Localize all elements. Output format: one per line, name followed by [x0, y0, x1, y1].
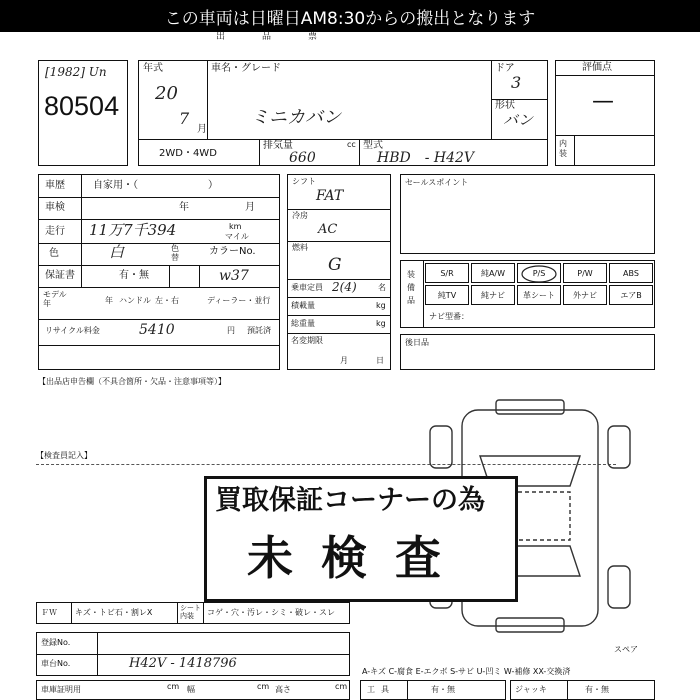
model-year-label: モデル年 [43, 290, 67, 308]
shape-value: バン [503, 111, 534, 129]
displacement-value: 660 [289, 150, 316, 166]
rating-box [555, 60, 655, 166]
notice-text: この車両は日曜日AM8:30からの搬出となります [164, 8, 536, 29]
notice-banner [0, 0, 700, 32]
inspection-month: 月 [245, 202, 255, 213]
capacity-value: 2(4) [332, 280, 357, 294]
equip-navi: 純ナビ [471, 285, 515, 305]
seat-text: コゲ・穴・汚レ・シミ・破レ・スレ [207, 608, 335, 617]
equip-alloy: 純A/W [471, 263, 515, 283]
history-box [38, 174, 280, 370]
unchecked-stamp [204, 476, 518, 602]
shift-label: シフト [292, 177, 316, 186]
equip-abs: ABS [609, 263, 653, 283]
sales-point-label: セールスポイント [405, 178, 469, 187]
mile-unit: マイル [225, 232, 249, 241]
post-items-box [400, 334, 655, 370]
fuel-value: G [328, 255, 342, 275]
damage-row [36, 602, 350, 624]
name-change-day: 日 [376, 356, 384, 365]
stamp-line-2: 未 検 査 [247, 531, 448, 585]
chassis-value: H42V - 1418796 [129, 656, 237, 671]
doors-label: ドア [495, 63, 515, 74]
garage-row [36, 680, 350, 700]
year-value: 20 [155, 83, 178, 104]
jack-label: ジャッキ [515, 685, 547, 694]
weight-label: 総重量 [291, 319, 315, 328]
name-change-label: 名変期限 [291, 336, 323, 345]
inspection-year: 年 [179, 202, 189, 213]
chassis-label: 車台No. [41, 659, 71, 668]
rating-value: — [592, 89, 614, 114]
name-label: 車名・グレード [211, 63, 281, 74]
equipment-label: 装備品 [407, 270, 415, 305]
inspector-label: 【検査員記入】 [36, 451, 92, 460]
doors-value: 3 [511, 73, 522, 92]
dealer-label: ディーラー・並行 [207, 296, 271, 305]
inspection-label: 車検 [45, 202, 65, 213]
equip-tv: 純TV [425, 285, 469, 305]
handle-label: ハンドル [119, 296, 151, 305]
color-change-label: 色替 [171, 244, 179, 262]
capacity-label: 乗車定員 [291, 283, 323, 292]
damage-legend: A-キズ C-腐食 E-エクボ S-サビ U-凹ミ W-補修 XX-交換済 [362, 667, 571, 676]
month-unit: 月 [197, 124, 207, 135]
fw-text: キズ・トビ石・割レX [75, 608, 153, 617]
model-label: 型式 [363, 140, 383, 151]
tools-label: 工具 [367, 685, 395, 694]
load-unit: kg [376, 301, 386, 310]
displacement-label: 排気量 [263, 140, 293, 151]
lot-tag: [1982] Un [45, 65, 107, 79]
stamp-line-1: 買取保証コーナーの為 [215, 485, 485, 516]
mileage-label: 走行 [45, 226, 65, 237]
equip-leather: 革シート [517, 285, 561, 305]
cm-unit-2: cm [257, 682, 270, 691]
km-unit: km [229, 222, 242, 231]
load-label: 積載量 [291, 301, 315, 310]
color-no-label: カラーNo. [209, 246, 256, 257]
height-label: 高さ [275, 685, 291, 694]
warranty-label: 保証書 [45, 270, 75, 281]
circled-mark [519, 264, 559, 284]
name-change-month: 月 [340, 356, 348, 365]
weight-unit: kg [376, 319, 386, 328]
recycle-note: 預託済 [247, 326, 271, 335]
color-value: 白 [109, 243, 125, 261]
seat-label: シート内装 [180, 604, 201, 621]
equip-ext-navi: 外ナビ [563, 285, 607, 305]
drive-label: 2WD・4WD [159, 148, 217, 159]
year-label: 年式 [143, 63, 163, 74]
jack-box [510, 680, 655, 700]
model-year-unit: 年 [105, 296, 113, 305]
recycle-value: 5410 [139, 322, 175, 338]
recycle-unit: 円 [227, 326, 235, 335]
interior-label: 内装 [559, 139, 567, 158]
cert-label: 車庫証明用 [41, 685, 81, 694]
rating-label: 評価点 [582, 62, 612, 73]
reg-label: 登録No. [41, 638, 71, 647]
equipment-box [400, 260, 655, 328]
navi-model-label: ナビ型番： [429, 312, 469, 321]
registration-box [36, 632, 350, 676]
owner-label: 車歴 [45, 180, 65, 191]
color-label: 色 [49, 248, 59, 259]
capacity-unit: 名 [378, 283, 386, 292]
ac-value: AC [318, 222, 338, 237]
equip-pw: P/W [563, 263, 607, 283]
mileage-value: 11万7千394 [89, 221, 177, 239]
specs-box [287, 174, 391, 370]
fuel-label: 燃料 [292, 243, 308, 252]
cm-unit-3: cm [335, 682, 348, 691]
cc-unit: cc [347, 140, 356, 149]
width-label: 幅 [187, 685, 195, 694]
shop-notes-label: 【出品店申告欄（不具合箇所・欠品・注意事項等）】 [38, 377, 226, 386]
cm-unit-1: cm [167, 682, 180, 691]
lot-box [38, 60, 128, 166]
month-value: 7 [179, 109, 190, 128]
warranty-value: 有・無 [119, 270, 149, 281]
ac-label: 冷房 [292, 211, 308, 220]
post-items-label: 後日品 [405, 338, 429, 347]
car-name: ミニカバン [251, 107, 341, 128]
sheet-title: 出 品 票 [216, 32, 332, 42]
owner-value: 自家用・（ ） [93, 180, 218, 191]
recycle-label: リサイクル料金 [45, 326, 100, 335]
lot-number: 80504 [44, 91, 120, 121]
handle-value: 左・右 [155, 296, 179, 305]
tools-value: 有・無 [431, 685, 455, 694]
equip-airbag: エアB [609, 285, 653, 305]
spare-label: スペア [614, 645, 638, 654]
color-no-value: w37 [219, 268, 249, 284]
jack-value: 有・無 [585, 685, 609, 694]
fw-label: ＦＷ [41, 608, 57, 617]
shape-label: 形状 [495, 100, 515, 111]
shift-value: FAT [316, 188, 344, 204]
sales-point-box [400, 174, 655, 254]
equip-ps: P/S [517, 263, 561, 283]
model-value: HBD - H42V [377, 150, 475, 166]
tools-box [360, 680, 506, 700]
equip-sr: S/R [425, 263, 469, 283]
vehicle-box [138, 60, 548, 166]
